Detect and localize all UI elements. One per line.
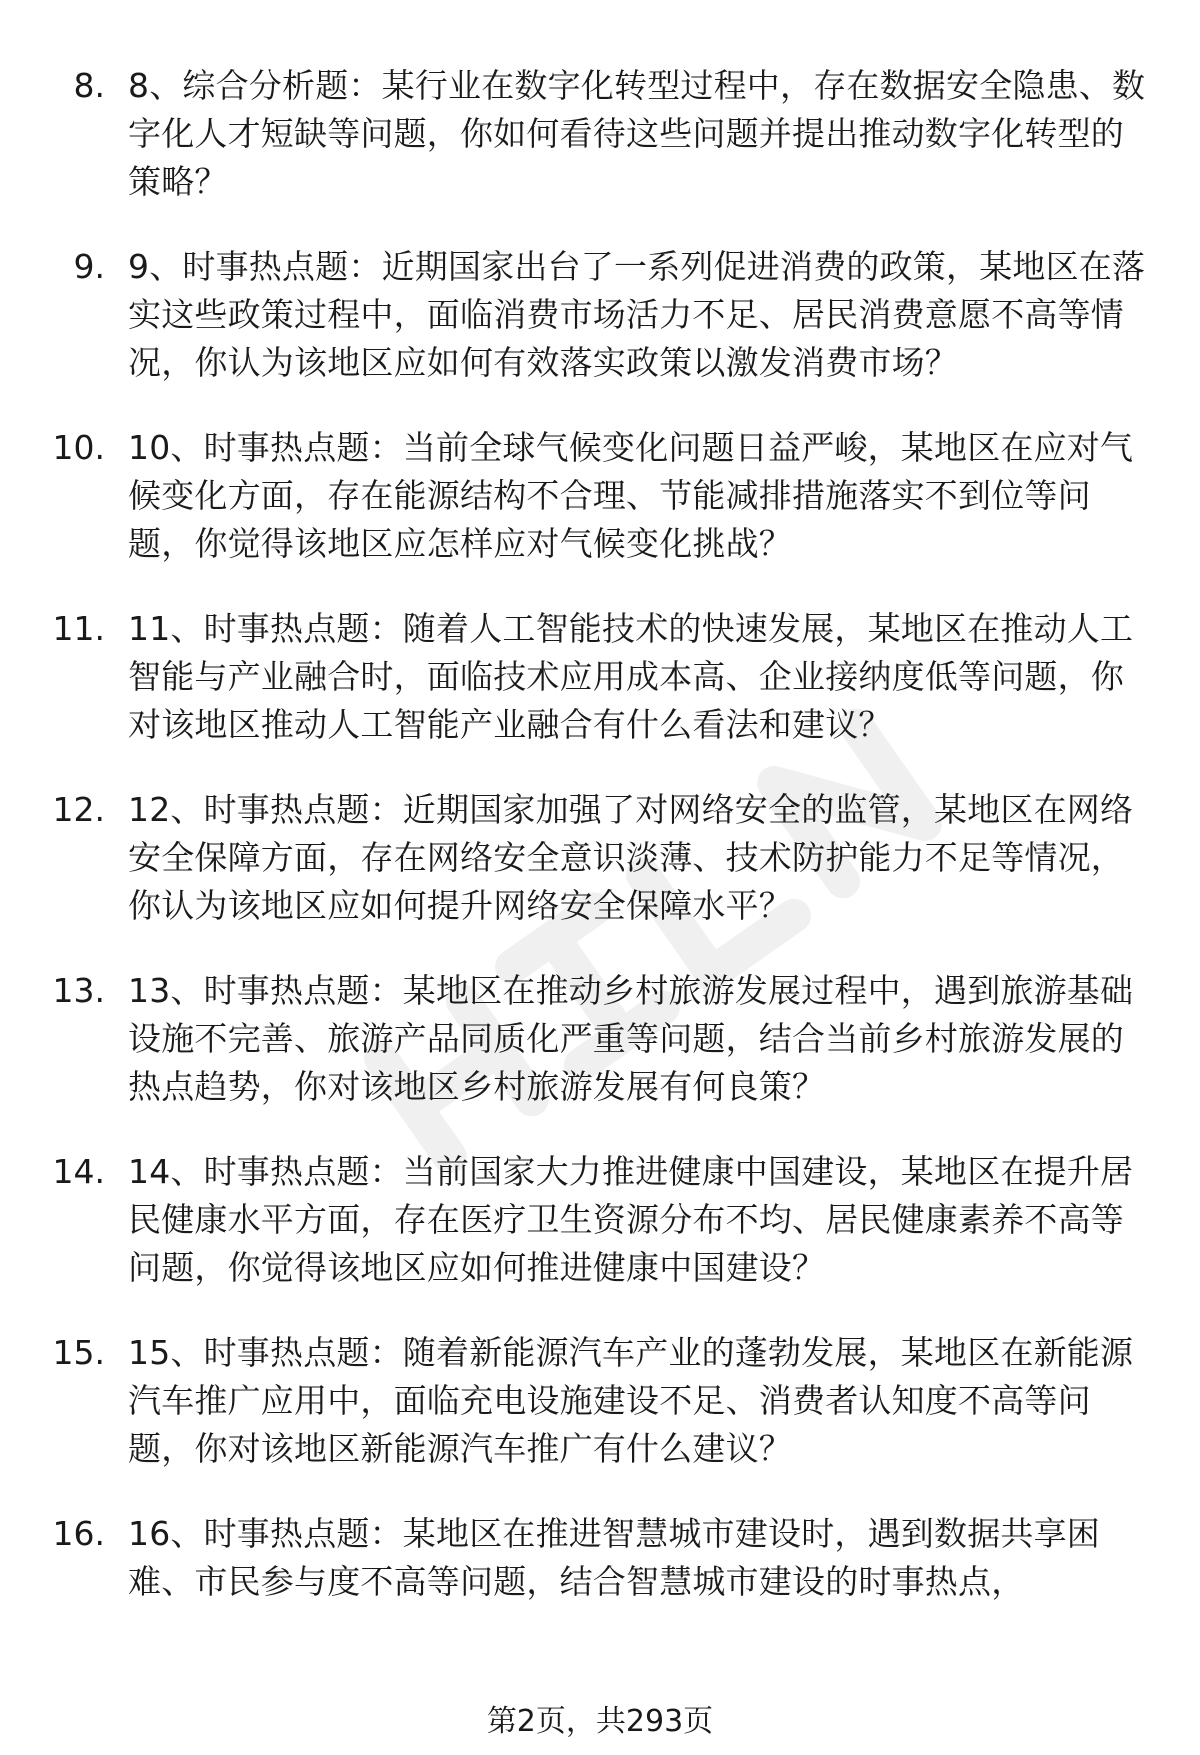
list-item-number: 9. (73, 247, 105, 286)
list-item (0, 967, 1200, 1111)
list-item-text: 11、时事热点题：随着人工智能技术的快速发展，某地区在推动人工智能与产业融合时，面临技术应用成本高、企业接纳度低等问题，你对该地区推动人工智能产业融合有什么看法和建议？ (128, 609, 1134, 744)
list-item-number: 10. (52, 428, 105, 467)
list-item-number: 8. (73, 66, 105, 105)
page-number-footer: 第2页，共293页 (486, 1704, 714, 1739)
list-item-number: 16. (52, 1514, 105, 1553)
list-item-text: 10、时事热点题：当前全球气候变化问题日益严峻，某地区在应对气候变化方面，存在能源结构不合理、节能减排措施落实不到位等问题，你觉得该地区应怎样应对气候变化挑战？ (128, 428, 1134, 563)
question-list (0, 62, 1200, 1643)
list-item-text: 8、综合分析题：某行业在数字化转型过程中，存在数据安全隐患、数字化人才短缺等问题，你如何看待这些问题并提出推动数字化转型的策略？ (128, 66, 1146, 201)
list-item (0, 605, 1200, 749)
list-item-text: 9、时事热点题：近期国家出台了一系列促进消费的政策，某地区在落实这些政策过程中，面临消费市场活力不足、居民消费意愿不高等情况，你认为该地区应如何有效落实政策以激发消费市场？ (128, 247, 1146, 382)
list-item (0, 1510, 1200, 1606)
list-item-text: 16、时事热点题：某地区在推进智慧城市建设时，遇到数据共享困难、市民参与度不高等问题，结合智慧城市建设的时事热点， (128, 1514, 1100, 1601)
list-item-number: 12. (52, 790, 105, 829)
list-item-text: 15、时事热点题：随着新能源汽车产业的蓬勃发展，某地区在新能源汽车推广应用中，面临充电设施建设不足、消费者认知度不高等问题，你对该地区新能源汽车推广有什么建议？ (128, 1333, 1134, 1468)
list-item (0, 424, 1200, 568)
list-item-text: 14、时事热点题：当前国家大力推进健康中国建设，某地区在提升居民健康水平方面，存在医疗卫生资源分布不均、居民健康素养不高等问题，你觉得该地区应如何推进健康中国建设？ (128, 1152, 1134, 1287)
list-item (0, 786, 1200, 930)
list-item-text: 12、时事热点题：近期国家加强了对网络安全的监管，某地区在网络安全保障方面，存在网络安全意识淡薄、技术防护能力不足等情况，你认为该地区应如何提升网络安全保障水平？ (128, 790, 1134, 925)
list-item (0, 243, 1200, 387)
list-item-text: 13、时事热点题：某地区在推动乡村旅游发展过程中，遇到旅游基础设施不完善、旅游产品同质化严重等问题，结合当前乡村旅游发展的热点趋势，你对该地区乡村旅游发展有何良策？ (128, 971, 1134, 1106)
list-item-number: 14. (52, 1152, 105, 1191)
list-item-number: 15. (52, 1333, 105, 1372)
list-item-number: 11. (52, 609, 105, 648)
list-item (0, 1148, 1200, 1292)
list-item-number: 13. (52, 971, 105, 1010)
list-item (0, 1329, 1200, 1473)
list-item (0, 62, 1200, 206)
